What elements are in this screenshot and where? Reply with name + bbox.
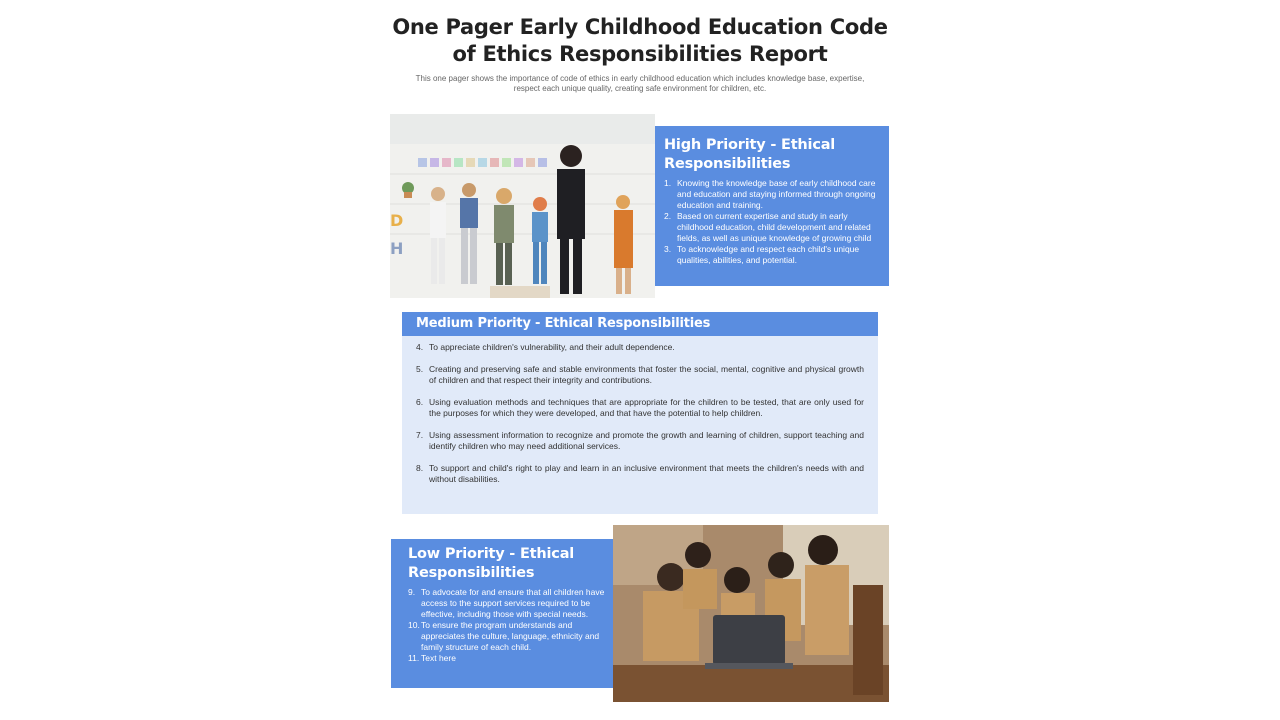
medium-priority-list [402,336,878,485]
list-item: 3. To acknowledge and respect each child's unique qualities, abilities, and potential. [664,244,860,265]
list-item: 11. Text here [408,653,456,663]
students-illustration [613,525,889,702]
list-item: 1. Knowing the knowledge base of early childhood care and education and staying informed through ongoing education and training. [664,178,876,210]
medium-priority-title: Medium Priority - Ethical Responsibilities [402,312,878,336]
classroom-illustration [390,114,655,298]
list-item: 7. Using assessment information to recognize and promote the growth and learning of children, support teaching and identify children who may need additional services. [416,430,864,451]
list-item: 10. To ensure the program understands and appreciates the culture, language, ethnicity and family structure of each child. [408,620,600,652]
high-priority-panel [655,126,889,286]
list-item: 4. To appreciate children's vulnerability, and their adult dependence. [416,342,675,352]
page-subtitle: This one pager shows the importance of code of ethics in early childhood education which includes knowledge base, expertise, respect each unique quality, creating safe environment for children, etc. [415,74,865,93]
high-priority-list [664,178,881,266]
students-laptop-photo [613,525,889,702]
list-item: 2. Based on current expertise and study in early childhood education, child development and related fields, as well as unique knowledge of growing child [664,211,872,243]
list-item: 6. Using evaluation methods and techniques that are appropriate for the children to be tested, that are only used for the purposes for which they were developed, and that have the potential to help children. [416,397,864,418]
list-item: 9. To advocate for and ensure that all children have access to the support services required to be effective, including those with special needs. [408,587,605,619]
list-item: 8. To support and child's right to play and learn in an inclusive environment that meets the children's needs with and without disabilities. [416,463,864,484]
low-priority-panel [391,539,613,688]
svg-text:D: D [390,211,404,230]
high-priority-title: High Priority - Ethical Responsibilities [664,137,836,172]
children-whiteboard-photo [390,114,655,298]
svg-text:H: H [390,239,404,258]
medium-priority-panel [402,312,878,514]
low-priority-title: Low Priority - Ethical Responsibilities [408,546,575,581]
list-item: 5. Creating and preserving safe and stable environments that foster the social, mental, cognitive and physical growth of children and that respect their integrity and contributions. [416,364,864,385]
page-title: One Pager Early Childhood Education Code of Ethics Responsibilities Report [392,15,888,66]
low-priority-list [408,587,605,664]
